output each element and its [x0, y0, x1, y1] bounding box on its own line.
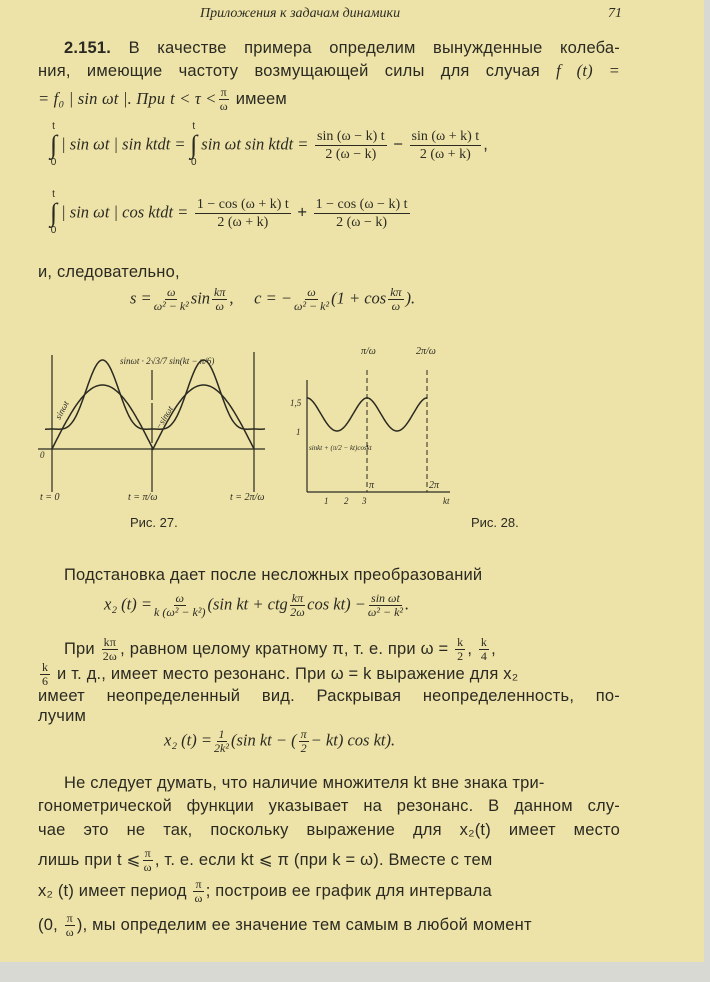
paragraph-line: $\frac{k}{6}$ и т. д., имеет место резонанс. При ω = k выражение для x₂	[42, 660, 519, 688]
paragraph-line: x₂ (t) имеет период $\frac{\pi}{\omega}$ ; построив ее график для интервала	[38, 877, 492, 905]
page-number: 71	[608, 6, 622, 21]
paragraph-line: чае это не так, поскольку выражение для x₂(t) имеет место	[38, 821, 620, 839]
tick-label: 2π/ω	[416, 346, 436, 357]
curve-label: sinkt + (π/2 − kt)coskt	[309, 444, 372, 452]
curve-label: sinωt	[52, 399, 71, 421]
text: ния, имеющие частоту возмущающей силы для случая	[38, 62, 540, 80]
math: = f₀ | sin ωt |. При	[38, 88, 166, 108]
text: имеем	[235, 89, 287, 108]
tick-label: 2π	[429, 480, 440, 491]
figure-27	[38, 352, 265, 503]
paragraph-line: При $\frac{k\pi}{2\omega}$ , равном целому кратному π, т. е. при ω = $\frac{k}{2}$ , $\frac{k}{4}$ ,	[64, 635, 496, 663]
tick-label: t = 2π/ω	[230, 492, 265, 503]
paragraph-line: (0, $\frac{\pi}{\omega}$ ), мы определим ее значение тем самым в любой момент	[38, 911, 532, 939]
integral-sign: t ∫ 0	[190, 121, 198, 168]
x-axis-label: kt	[443, 496, 450, 506]
tick-label: π/ω	[361, 346, 376, 357]
tick-label: π	[369, 480, 375, 491]
paragraph-line: Не следует думать, что наличие множителя kt вне знака три-	[64, 774, 545, 792]
paragraph-line: лишь при t ⩽ $\frac{\pi}{\omega}$ , т. е. если kt ⩽ π (при k = ω). Вместе с тем	[38, 846, 493, 874]
paragraph-line	[38, 38, 620, 58]
y-tick-label: 1	[296, 427, 301, 437]
integral-sign: t ∫ 0	[50, 189, 58, 236]
paragraph-line: гонометрической функции указывает на резонанс. В данном слу-	[38, 797, 620, 815]
y-tick-label: 1,5	[290, 398, 302, 408]
paragraph-line: и, следовательно,	[38, 263, 180, 281]
origin-label: 0	[40, 450, 45, 460]
tick-label: t = 0	[40, 492, 60, 503]
paragraph-line: Подстановка дает после несложных преобразований	[64, 566, 483, 584]
curve-label: −sinωt	[153, 404, 176, 432]
tick-label: 1	[324, 496, 329, 506]
figure-28-caption: Рис. 28.	[471, 515, 519, 530]
figure-27-caption: Рис. 27.	[130, 515, 178, 530]
figure-27-28	[0, 340, 710, 540]
equation-s-c: s = $\frac{\omega}{\text{ω² − k²}}$ sin $\frac{k\pi}{\omega}$ , c = − $\frac{\omega}{\text{ω² − k²}}$ (1 + cos $\frac{k\pi}{\omega}$ ).	[130, 285, 416, 313]
paragraph-line	[38, 86, 620, 113]
math: f (t) =	[556, 61, 620, 80]
equation-x2-resonance: x₂ (t) = $\frac{1}{\text{2k²}}$ (sin kt − ( $\frac{\pi}{2}$ − kt) cos kt).	[164, 727, 396, 755]
paragraph-line	[38, 61, 620, 81]
tick-label: t = π/ω	[128, 492, 158, 503]
integral-sign: t ∫ 0	[50, 121, 58, 168]
curve-label: sinωt · 2√3/7 sin(kt − π/6)	[120, 356, 215, 366]
tick-label: 3	[362, 496, 367, 506]
tick-label: 2	[344, 496, 349, 506]
figure-28	[290, 346, 450, 506]
forced-response-curve	[45, 360, 265, 432]
equation-integral-cos: t ∫ 0 | sin ωt | cos ktdt = $\frac{1 - \cos (\omega + k) t}{2 (\omega + k)}$ + $\frac{1 - \cos (\omega - k) t}{2 (\omega - k)}$	[50, 189, 408, 236]
running-header: Приложения к задачам динамики	[200, 6, 401, 21]
fraction: $\frac{\pi}{\omega}$	[219, 85, 228, 113]
abs-sin-curve	[52, 385, 254, 449]
problem-number: 2.151.	[64, 39, 112, 57]
equation-integral-sin: t ∫ 0 | sin ωt | sin ktdt = t ∫ 0 sin ωt sin ktdt = $\frac{\sin (\omega - k) t}{2 (\omega - k)}$ − $\frac{\sin (\omega + k) t}{2 (\omega + k)}$ ,	[50, 121, 488, 168]
equation-x2: x₂ (t) = $\frac{\omega}{\text{k (ω² − k²)}}$ (sin kt + ctg $\frac{k\pi}{2\omega}$ cos kt) − $\frac{\text{sin ωt}}{\text{ω² − k²}}$ .	[104, 591, 410, 619]
text: В качестве примера определим вынужденные колеба-	[128, 39, 620, 57]
math: t < τ <	[170, 88, 217, 108]
paragraph-line: имеет неопределенный вид. Раскрывая неопределенность, по-	[38, 687, 620, 705]
paragraph-line: лучим	[38, 707, 87, 725]
